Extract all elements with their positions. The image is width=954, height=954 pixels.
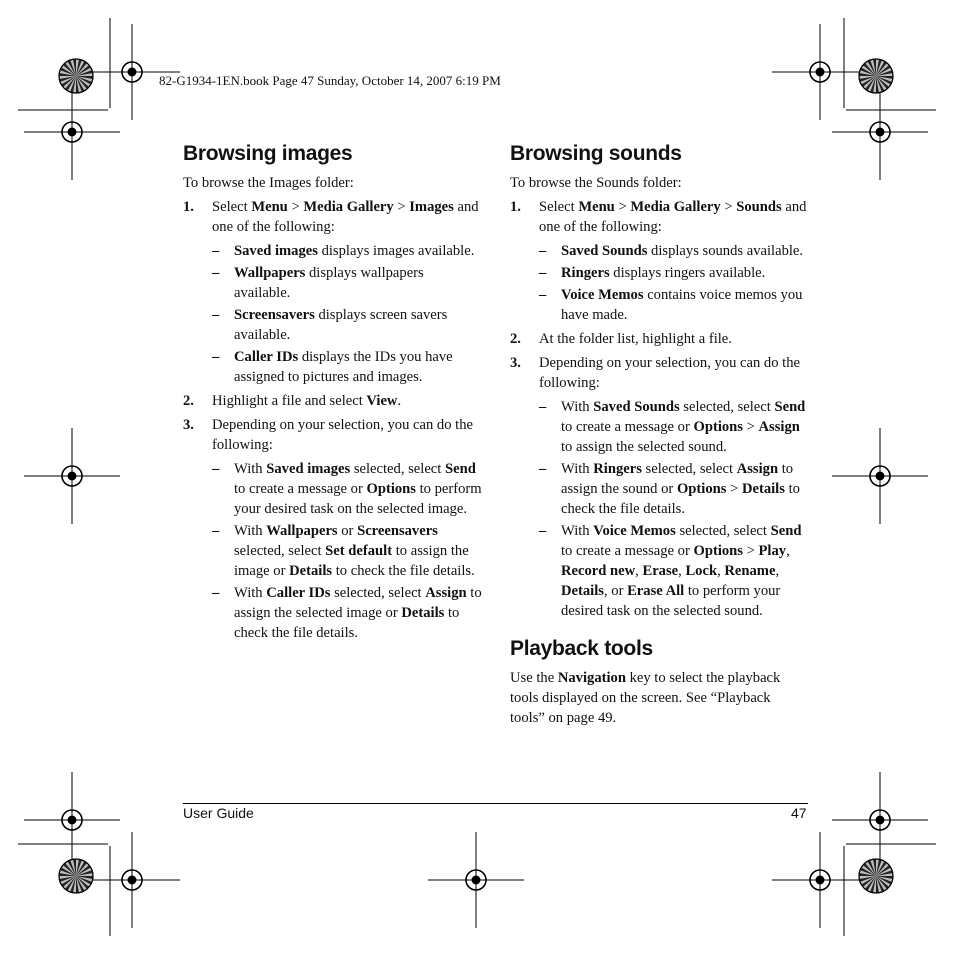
registration-starburst (859, 59, 893, 93)
registration-starburst (59, 59, 93, 93)
sounds-sub-saved: – With Saved Sounds selected, select Send to create a message or Options > Assign to assign the selected sound. (539, 399, 806, 455)
registration-starburst (59, 859, 93, 893)
images-step-2: 2. Highlight a file and select View. (183, 393, 402, 409)
registration-crosshair (84, 24, 180, 120)
playback-tools-heading: Playback tools (510, 637, 653, 660)
images-intro: To browse the Images folder: (183, 175, 354, 191)
registration-crosshair (832, 428, 928, 524)
sounds-step-3: 3. Depending on your selection, you can do the following: (510, 355, 800, 391)
sounds-sub-voicememos: – With Voice Memos selected, select Send to create a message or Options > Play, Record new, Erase, Lock, Rename, Details, or Erase All to perform your desired task on the selected sound. (539, 523, 802, 619)
registration-crosshair (24, 772, 120, 868)
right-column (510, 140, 808, 732)
registration-crosshair (428, 832, 524, 928)
playback-text: Use the Navigation key to select the playback tools displayed on the screen. See “Playback tools” on page 49. (510, 670, 781, 726)
sounds-option-voicememos: – Voice Memos contains voice memos you have made. (539, 287, 803, 323)
images-step-3: 3. Depending on your selection, you can do the following: (183, 417, 473, 453)
page-number: 47 (791, 805, 807, 821)
footer-rule (183, 803, 808, 804)
sounds-sub-ringers: – With Ringers selected, select Assign to assign the sound or Options > Details to check the file details. (539, 461, 800, 517)
registration-crosshair (772, 24, 868, 120)
registration-crosshair (772, 832, 868, 928)
registration-crosshair (24, 84, 120, 180)
registration-crosshair (832, 772, 928, 868)
images-sub-callerids: – With Caller IDs selected, select Assign to assign the selected image or Details to check the file details. (212, 585, 482, 641)
registration-crosshair (24, 428, 120, 524)
playback-section (510, 635, 808, 728)
registration-starburst (859, 859, 893, 893)
images-option-saved: – Saved images displays images available. (212, 243, 475, 259)
images-option-callerids: – Caller IDs displays the IDs you have assigned to pictures and images. (212, 349, 453, 385)
sounds-option-saved: – Saved Sounds displays sounds available. (539, 243, 804, 259)
book-info-header: 82-G1934-1EN.book Page 47 Sunday, October 14, 2007 6:19 PM (159, 73, 501, 88)
images-sub-wallpapers: – With Wallpapers or Screensavers selected, select Set default to assign the image or Details to check the file details. (212, 523, 475, 579)
browsing-sounds-heading: Browsing sounds (510, 142, 682, 165)
sounds-step-1: 1. Select Menu > Media Gallery > Sounds and one of the following: (510, 199, 807, 235)
left-column (183, 140, 483, 645)
images-sub-saved: – With Saved images selected, select Send to create a message or Options to perform your desired task on the selected image. (212, 461, 482, 517)
images-option-screensavers: – Screensavers displays screen savers available. (212, 307, 448, 343)
images-option-wallpapers: – Wallpapers displays wallpapers available. (212, 265, 424, 301)
sounds-option-ringers: – Ringers displays ringers available. (539, 265, 766, 281)
footer-user-guide: User Guide (183, 805, 254, 821)
sounds-step-2: 2. At the folder list, highlight a file. (510, 331, 732, 347)
registration-crosshair (832, 84, 928, 180)
images-step-1: 1. Select Menu > Media Gallery > Images and one of the following: (183, 199, 479, 235)
browsing-images-heading: Browsing images (183, 142, 353, 165)
registration-crosshair (84, 832, 180, 928)
sounds-intro: To browse the Sounds folder: (510, 175, 682, 191)
